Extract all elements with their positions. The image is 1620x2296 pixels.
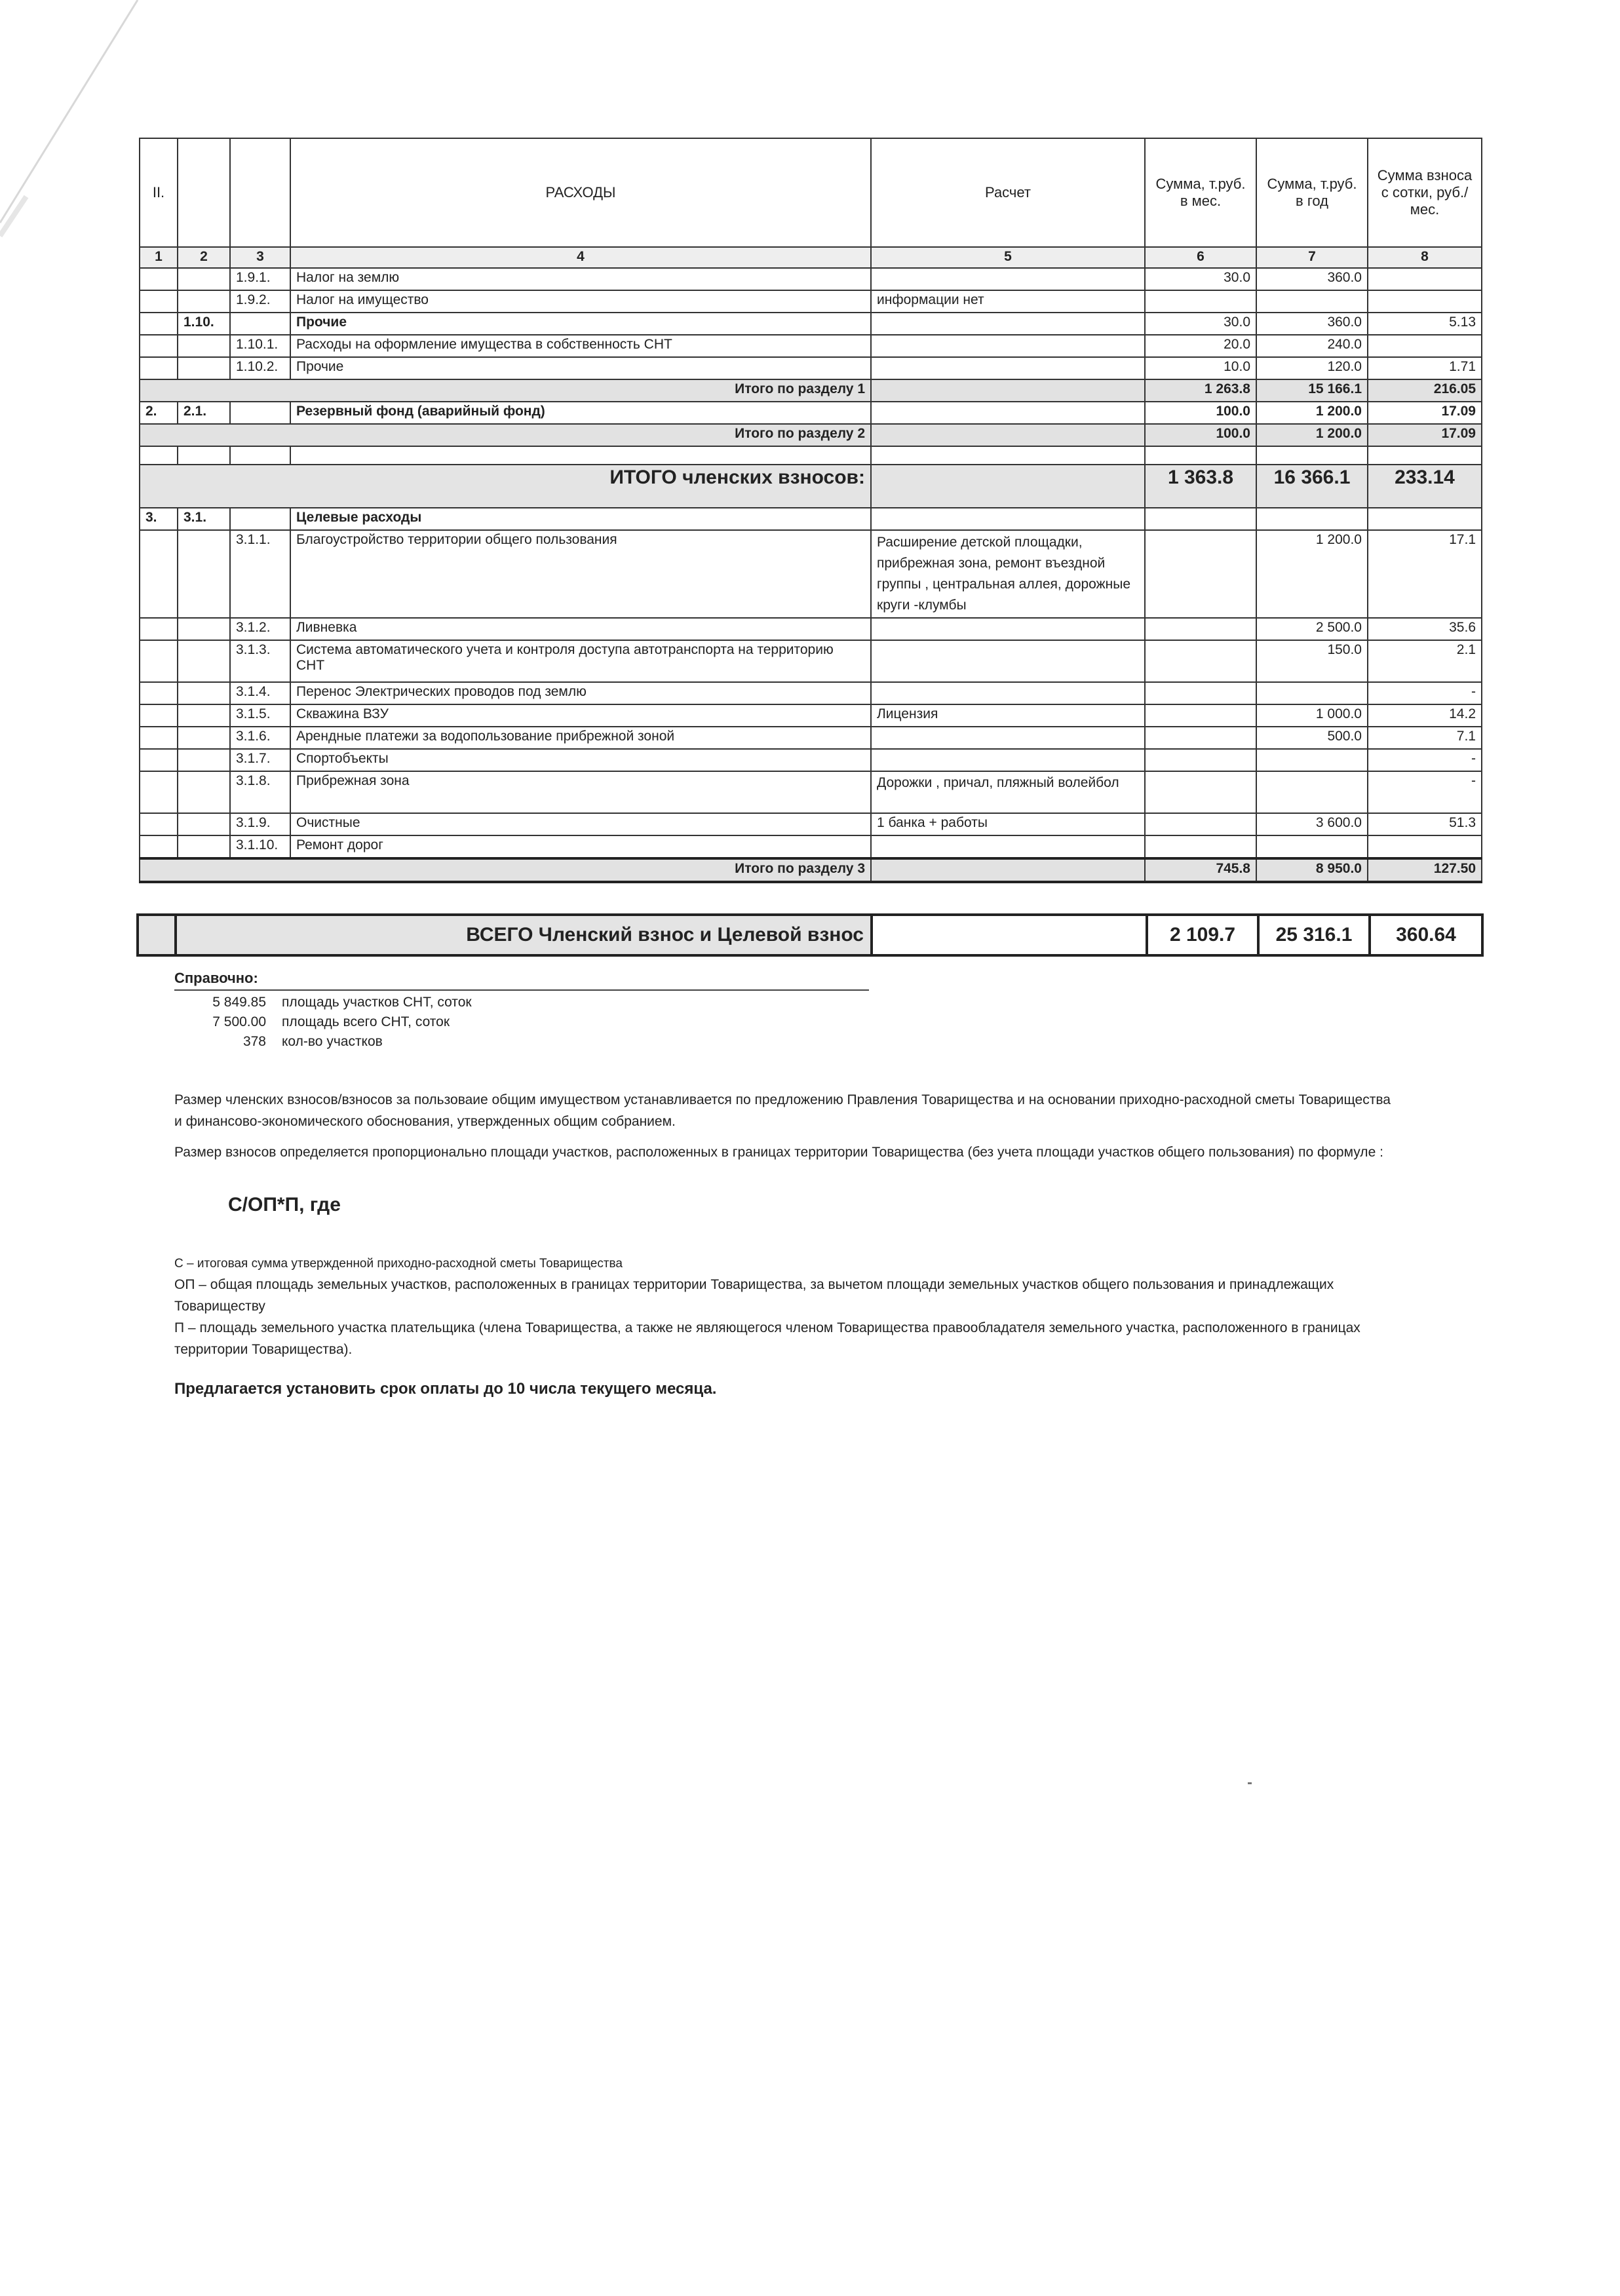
subtotal-row: Итого по разделу 2 100.0 1 200.0 17.09 — [140, 424, 1482, 446]
payment-deadline-note: Предлагается установить срок оплаты до 10 числа текущего месяца. — [174, 1380, 717, 1398]
table-row: 3.1.1. Благоустройство территории общего пользования Расширение детской площадки, прибрежная зона, ремонт въездной группы , центральная аллея, дорожные круги -клумбы 1 200.0 17.1 — [140, 530, 1482, 618]
paragraph-fee-basis: Размер членских взносов/взносов за пользоваие общим имуществом устанавливается по предложению Правления Товарищества и на основании приходно-расходной сметы Товарищества и финансово-экономического обоснования, утвержденных общим собранием. — [174, 1092, 1391, 1129]
table-row: 3.1.3. Система автоматического учета и контроля доступа автотранспорта на территорию СНТ 150.0 2.1 — [140, 640, 1482, 682]
grand-total-label: ВСЕГО Членский взнос и Целевой взнос — [176, 915, 872, 955]
table-row: 1.9.2. Налог на имущество информации нет — [140, 290, 1482, 313]
budget-table — [139, 138, 1482, 883]
definition-c: С – итоговая сумма утвержденной приходно-расходной сметы Товарищества — [174, 1257, 623, 1271]
table-row: 3.1.7. Спортобъекты - — [140, 749, 1482, 771]
column-numbers-row: 1 2 3 4 5 6 7 8 — [140, 247, 1482, 268]
table-row: 3.1.10. Ремонт дорог — [140, 835, 1482, 858]
reference-item: 5 849.85 площадь участков СНТ, соток — [212, 995, 472, 1010]
table-row: 1.10. Прочие 30.0 360.0 5.13 — [140, 313, 1482, 335]
header-section: II. — [140, 138, 178, 247]
reference-title: Справочно: — [174, 970, 869, 991]
reference-block — [174, 970, 869, 1050]
grand-total-table — [136, 913, 1484, 957]
table-row: 1.10.1. Расходы на оформление имущества в собственность СНТ 20.0 240.0 — [140, 335, 1482, 357]
formula: С/ОП*П, где — [228, 1194, 341, 1215]
grand-total-row — [138, 915, 1482, 955]
reference-item: 7 500.00 площадь всего СНТ, соток — [212, 1014, 450, 1029]
paragraph-fee-formula: Размер взносов определяется пропорционально площади участков, расположенных в границах территории Товарищества (без учета площади участков общего пользования) по формуле : — [174, 1145, 1383, 1160]
grand-total-per-sotka: 360.64 — [1370, 915, 1482, 955]
table-row: 1.10.2. Прочие 10.0 120.0 1.71 — [140, 357, 1482, 379]
table-row: 3.1.6. Арендные платежи за водопользование прибрежной зоной 500.0 7.1 — [140, 727, 1482, 749]
grand-total-monthly: 2 109.7 — [1147, 915, 1258, 955]
section-row: 3. 3.1. Целевые расходы — [140, 508, 1482, 530]
table-row: 3.1.9. Очистные 1 банка + работы 3 600.0 51.3 — [140, 813, 1482, 835]
table-row: 3.1.2. Ливневка 2 500.0 35.6 — [140, 618, 1482, 640]
subtotal-row: Итого по разделу 1 1 263.8 15 166.1 216.05 — [140, 379, 1482, 402]
header-yearly: Сумма, т.руб. в год — [1256, 138, 1368, 247]
table-row: 3.1.8. Прибрежная зона Дорожки , причал, пляжный волейбол - — [140, 771, 1482, 813]
header-per-sotka: Сумма взноса с сотки, руб./мес. — [1368, 138, 1482, 247]
table-row: 2. 2.1. Резервный фонд (аварийный фонд) 100.0 1 200.0 17.09 — [140, 402, 1482, 424]
definition-p: П – площадь земельного участка плательщика (члена Товарищества, а также не являющегося членом Товарищества правообладателя земельного участка, расположенного в границах территории Товарищества). — [174, 1320, 1360, 1357]
header-calculation: Расчет — [871, 138, 1145, 247]
table-header-row — [140, 138, 1482, 247]
header-monthly: Сумма, т.руб. в мес. — [1145, 138, 1256, 247]
member-total-row: ИТОГО членских взносов: 1 363.8 16 366.1 233.14 — [140, 465, 1482, 508]
definition-op: ОП – общая площадь земельных участков, расположенных в границах территории Товарищества, за вычетом площади земельных участков общего пользования и принадлежащих Товариществу — [174, 1277, 1334, 1314]
scan-speck — [1248, 1782, 1252, 1784]
grand-total-yearly: 25 316.1 — [1258, 915, 1370, 955]
table-row: 3.1.4. Перенос Электрических проводов под землю - — [140, 682, 1482, 704]
header-expenses: РАСХОДЫ — [290, 138, 871, 247]
reference-item: 378 кол-во участков — [242, 1034, 383, 1049]
table-row: 3.1.5. Скважина ВЗУ Лицензия 1 000.0 14.2 — [140, 704, 1482, 727]
table-row: 1.9.1. Налог на землю 30.0 360.0 — [140, 268, 1482, 290]
subtotal-row: Итого по разделу 3 745.8 8 950.0 127.50 — [140, 858, 1482, 882]
